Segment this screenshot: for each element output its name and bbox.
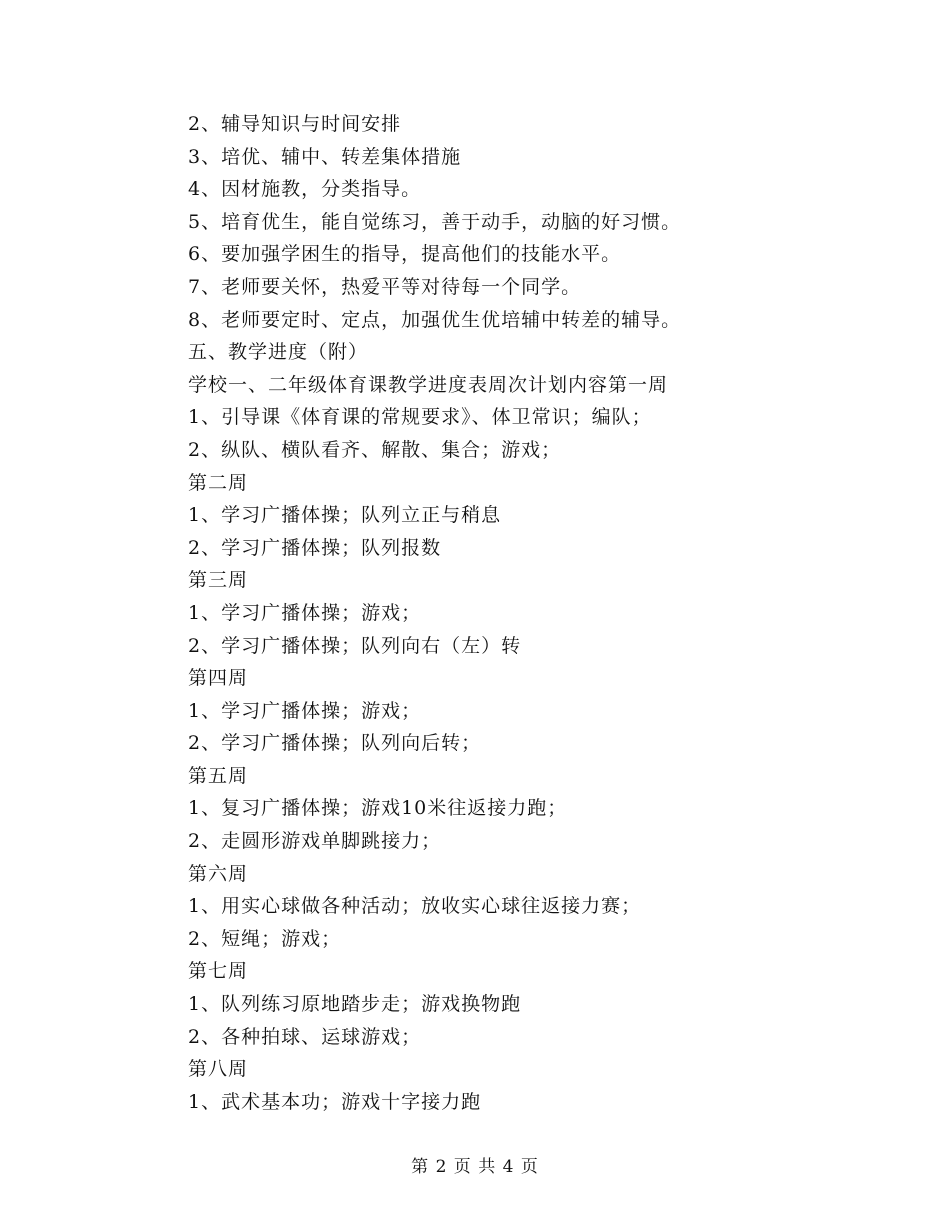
text-line: 1、学习广播体操；队列立正与稍息: [188, 504, 502, 527]
text-line: 2、走圆形游戏单脚跳接力；: [188, 830, 442, 853]
text-line: 2、纵队、横队看齐、解散、集合；游戏；: [188, 438, 562, 461]
text-line: 1、队列练习原地踏步走；游戏换物跑: [188, 993, 522, 1016]
week-heading: 第三周: [188, 569, 249, 592]
text-line: 2、各种拍球、运球游戏；: [188, 1025, 422, 1048]
text-line: 1、引导课《体育课的常规要求》、体卫常识；编队；: [188, 406, 652, 429]
week-heading: 第七周: [188, 960, 249, 983]
page-footer: 第 2 页 共 4 页: [411, 1157, 539, 1177]
text-line: 7、老师要关怀，热爱平等对待每一个同学。: [188, 275, 582, 298]
text-line: 2、学习广播体操；队列向右（左）转: [188, 634, 522, 657]
week-heading: 第四周: [188, 667, 249, 690]
week-heading: 第二周: [188, 471, 249, 494]
text-line: 2、辅导知识与时间安排: [188, 113, 402, 135]
text-line: 2、学习广播体操；队列报数: [188, 536, 442, 559]
text-line: 2、短绳；游戏；: [188, 927, 342, 950]
text-line: 1、学习广播体操；游戏；: [188, 601, 422, 624]
week-heading: 第八周: [188, 1058, 249, 1081]
week-heading: 第五周: [188, 764, 249, 787]
text-line: 8、老师要定时、定点，加强优生优培辅中转差的辅导。: [188, 308, 682, 331]
table-title-line: 学校一、二年级体育课教学进度表周次计划内容第一周: [188, 373, 669, 396]
text-line: 1、武术基本功；游戏十字接力跑: [188, 1090, 482, 1113]
week-heading: 第六周: [188, 862, 249, 885]
document-body: [188, 108, 908, 1118]
text-line: 1、学习广播体操；游戏；: [188, 699, 422, 722]
text-line: 2、学习广播体操；队列向后转；: [188, 732, 482, 755]
text-line: 4、因材施教，分类指导。: [188, 178, 422, 201]
text-line: 1、用实心球做各种活动；放收实心球往返接力赛；: [188, 895, 642, 918]
text-line: 3、培优、辅中、转差集体措施: [188, 145, 462, 168]
text-line: 1、复习广播体操；游戏10米往返接力跑；: [188, 797, 568, 820]
section-heading: 五、教学进度（附）: [188, 341, 369, 364]
text-line: 5、培育优生，能自觉练习，善于动手，动脑的好习惯。: [188, 210, 682, 233]
text-line: 6、要加强学困生的指导，提高他们的技能水平。: [188, 243, 622, 266]
